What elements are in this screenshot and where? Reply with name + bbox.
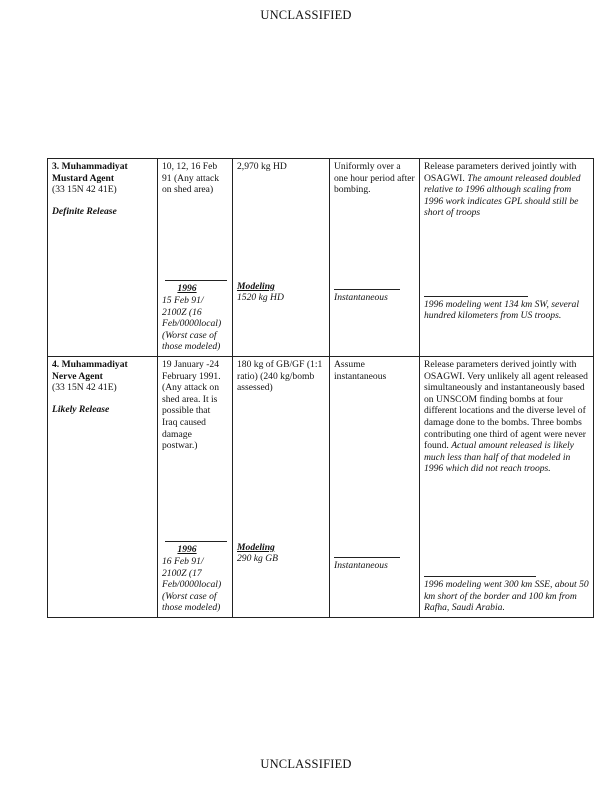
duration-cell	[330, 159, 420, 357]
divider-rule	[165, 541, 227, 542]
divider-rule	[334, 557, 400, 558]
modeled-amount: 1520 kg HD	[237, 292, 284, 304]
modeling-heading: Modeling	[237, 280, 275, 292]
site-name-line1: 4. Muhammadiyat	[52, 359, 128, 370]
modeled-duration-block	[334, 289, 415, 304]
modeled-year-heading: 1996	[177, 283, 197, 295]
divider-rule	[165, 280, 227, 281]
modeled-duration-block	[334, 557, 415, 572]
attack-date: 10, 12, 16 Feb 91 (Any attack on shed area)	[162, 161, 220, 196]
attack-date: 19 January -24 February 1991. (Any attack on shed area. It is possible that Iraq caused damage postwar.)	[162, 359, 221, 452]
release-duration: Assume instantaneous	[334, 359, 387, 382]
notes-italic-text: The amount released doubled relative to 1996 although scaling from 1996 work indicates GPL should still be short of troops	[424, 172, 581, 219]
release-status: Definite Release	[52, 205, 117, 217]
site-name-line2: Mustard Agent	[52, 172, 115, 184]
release-table	[47, 158, 594, 618]
divider-rule	[424, 296, 528, 297]
site-cell	[48, 159, 158, 357]
table-row	[48, 159, 594, 357]
modeled-amount-block	[237, 542, 325, 565]
modeled-duration: Instantaneous	[334, 560, 388, 572]
site-name-line1: 3. Muhammadiyat	[52, 161, 128, 172]
site-cell	[48, 357, 158, 618]
notes-text: Release parameters derived jointly with OSAGWI. Very unlikely all agent released simultaneously and instantaneously based on UNSCOM finding bombs at four different locations and the diverse level of damage done to the bombs. Three bombs contributing one third of agent were never found.	[424, 359, 588, 452]
modeled-duration: Instantaneous	[334, 292, 388, 304]
date-cell	[158, 357, 233, 618]
agent-amount: 180 kg of GB/GF (1:1 ratio) (240 kg/bomb assessed)	[237, 359, 323, 394]
modeled-notes-block	[424, 576, 589, 614]
site-coordinates: (33 15N 42 41E)	[52, 382, 117, 394]
notes-cell	[420, 159, 594, 357]
modeled-date: 15 Feb 91/ 2100Z (16 Feb/0000local) (Worst case of those modeled)	[162, 295, 222, 353]
duration-cell	[330, 357, 420, 618]
modeled-notes: 1996 modeling went 134 km SW, several hundred kilometers from US troops.	[424, 298, 579, 322]
modeled-date: 16 Feb 91/ 2100Z (17 Feb/0000local) (Worst case of those modeled)	[162, 556, 222, 614]
modeled-amount: 290 kg GB	[237, 553, 279, 565]
notes-cell	[420, 357, 594, 618]
modeled-notes-block	[424, 296, 589, 322]
modeled-amount-block	[237, 281, 325, 304]
footer-classification: UNCLASSIFIED	[260, 757, 352, 771]
release-status: Likely Release	[52, 403, 110, 415]
notes-text: Release parameters derived jointly with OSAGWI.	[424, 161, 577, 184]
divider-rule	[334, 289, 400, 290]
date-cell	[158, 159, 233, 357]
site-coordinates: (33 15N 42 41E)	[52, 184, 117, 196]
modeling-heading: Modeling	[237, 541, 275, 553]
amount-cell	[233, 357, 330, 618]
notes-italic-text: Actual amount released is likely much less than half of that modeled in 1996 which did not reach troops.	[424, 440, 574, 475]
modeled-date-block	[162, 280, 228, 353]
release-duration: Uniformly over a one hour period after bombing.	[334, 161, 415, 196]
modeled-date-block	[162, 541, 228, 614]
site-name-line2: Nerve Agent	[52, 370, 103, 382]
header-classification: UNCLASSIFIED	[260, 8, 352, 22]
modeled-year-heading: 1996	[177, 544, 197, 556]
modeled-notes: 1996 modeling went 300 km SSE, about 50 km short of the border and 100 km from Rafha, Saudi Arabia.	[424, 579, 589, 614]
divider-rule	[424, 576, 536, 577]
amount-cell	[233, 159, 330, 357]
agent-amount: 2,970 kg HD	[237, 161, 287, 172]
table-row	[48, 357, 594, 618]
